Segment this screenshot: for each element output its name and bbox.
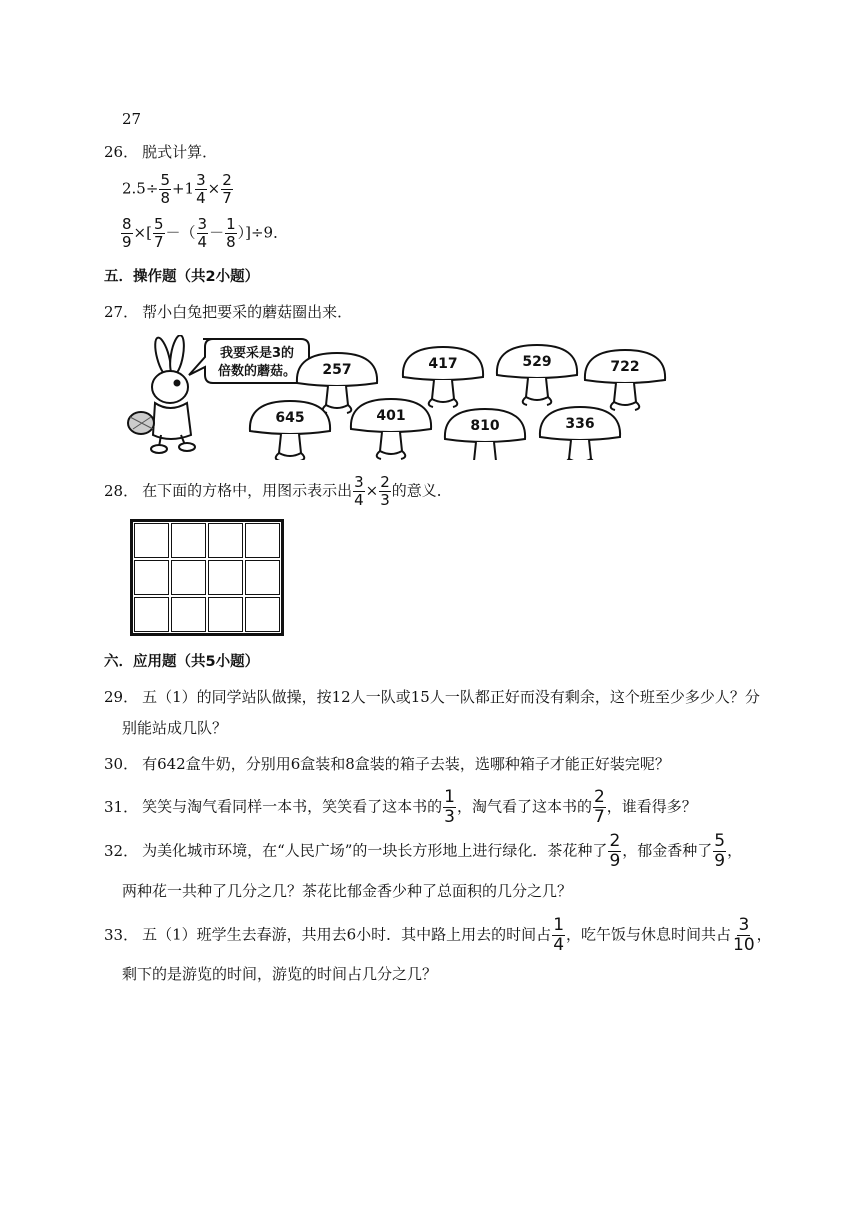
expr-text: ×[ [133,223,152,242]
speech-line-1: 我要采是3的 [219,346,295,361]
question-32 [104,832,742,871]
fraction: $\frac{3}{4}$ [196,171,206,207]
grid-cell[interactable] [134,560,169,595]
question-number: 29． [104,688,139,706]
question-32-line-2: 两种花一共种了几分之几？茶花比郁金香少种了总面积的几分之几？ [122,882,573,900]
expr-text: +1 [171,179,195,198]
times-sign: × [365,481,379,500]
grid-cell[interactable] [134,523,169,558]
mushroom-stem [326,386,348,408]
mushroom-illustration [125,335,685,460]
expr-text: ）]÷9． [237,223,289,242]
expression-1 [122,172,234,207]
fraction: $\frac{1}{4}$ [553,915,565,955]
fraction: $\frac{2}{7}$ [222,171,232,207]
mushroom-number: 810 [470,418,500,434]
expr-text: －（ [165,223,196,242]
fraction: $\frac{8}{9}$ [122,215,132,251]
mushroom-stem [279,434,301,456]
question-text: ， [756,925,772,944]
question-29 [104,686,760,708]
mushroom-number: 417 [428,356,458,372]
question-29-line-2: 别能站成几队？ [122,719,228,737]
mushroom[interactable] [250,401,330,460]
question-30 [104,753,670,775]
page-fragment-number: 27 [122,110,142,128]
square-grid [130,519,284,636]
question-31 [104,788,697,827]
fraction: $\frac{5}{8}$ [160,171,170,207]
mushroom-number: 336 [565,416,595,432]
mushroom-stem [432,380,454,402]
mushroom-number: 257 [322,362,352,378]
question-27 [104,301,352,323]
grid-cell[interactable] [245,597,280,632]
question-text: ，吃午饭与休息时间共占 [566,925,732,944]
question-33 [104,916,772,955]
question-text: 五（1）班学生去春游，共用去6小时．其中路上用去的时间占 [142,925,552,944]
grid-cell[interactable] [208,560,243,595]
question-number: 33． [104,925,139,944]
fraction: $\frac{2}{3}$ [380,473,390,509]
fraction: $\frac{2}{9}$ [609,831,621,871]
expr-text: × [207,179,221,198]
grid-cell[interactable] [245,523,280,558]
question-text: ，谁看得多？ [606,797,697,816]
question-26 [104,141,217,163]
fraction: $\frac{5}{7}$ [153,215,164,251]
question-text: ，淘气看了这本书的 [456,797,592,816]
mushroom[interactable] [351,399,431,459]
question-text: 有642盒牛奶，分别用6盒装和8盒装的箱子去装，选哪种箱子才能正好装完呢？ [142,755,670,773]
mushroom-stem [569,440,591,460]
question-text: 五（1）的同学站队做操，按12人一队或15人一队都正好而没有剩余，这个班至少多少人？分 [142,688,760,706]
mushroom-number: 645 [275,410,305,426]
grid-cell[interactable] [208,597,243,632]
grid-cell[interactable] [134,597,169,632]
fraction: $\frac{2}{7}$ [593,787,605,827]
mushroom-number: 529 [522,354,552,370]
fraction: $\frac{1}{3}$ [444,787,455,827]
fraction: $\frac{3}{4}$ [197,215,208,251]
grid-cell[interactable] [245,560,280,595]
question-text: 帮小白兔把要采的蘑菇圈出来． [142,303,353,321]
mushroom-number: 722 [610,359,640,375]
expression-2 [120,216,288,251]
mushroom-stem [474,442,496,460]
question-text: ，郁金香种了 [622,841,713,860]
mushroom-number: 401 [376,408,406,424]
mushroom-stem [380,432,402,454]
mushroom-stem [614,383,636,405]
question-text: 为美化城市环境，在“人民广场”的一块长方形地上进行绿化．茶花种了 [142,841,608,860]
mushroom[interactable] [585,350,665,410]
rabbit-icon [128,335,195,453]
question-text: 在下面的方格中，用图示表示出 [142,481,353,500]
grid-cell[interactable] [171,597,206,632]
question-text: 的意义． [391,481,452,500]
section-heading-6: 六．应用题（共5小题） [104,654,260,670]
question-number: 31． [104,797,139,816]
question-text: ， [727,841,743,860]
grid-cell[interactable] [208,523,243,558]
fraction: $\frac{5}{9}$ [714,831,726,871]
fraction: $\frac{3}{4}$ [354,473,364,509]
question-number: 28． [104,481,139,500]
question-number: 27． [104,303,139,321]
question-number: 30． [104,755,139,773]
mushroom[interactable] [540,407,620,460]
question-text: 笑笑与淘气看同样一本书，笑笑看了这本书的 [142,797,443,816]
grid-cell[interactable] [171,523,206,558]
question-number: 26． [104,143,139,161]
grid-cell[interactable] [171,560,206,595]
mushroom[interactable] [445,409,525,460]
question-text: 脱式计算． [142,143,218,161]
question-number: 32． [104,841,139,860]
speech-line-2: 倍数的蘑菇。 [217,364,297,379]
mushroom-stem [526,378,548,400]
mushroom[interactable] [403,347,483,407]
section-heading-5: 五．操作题（共2小题） [104,269,260,285]
fraction: $\frac{1}{8}$ [226,215,236,251]
fraction: $\frac{3}{10}$ [733,915,755,955]
question-28 [104,474,452,509]
expr-text: － [209,223,225,242]
expr-text: 2.5÷ [122,179,159,198]
question-33-line-2: 剩下的是游览的时间，游览的时间占几分之几？ [122,965,438,983]
mushroom[interactable] [497,345,577,405]
